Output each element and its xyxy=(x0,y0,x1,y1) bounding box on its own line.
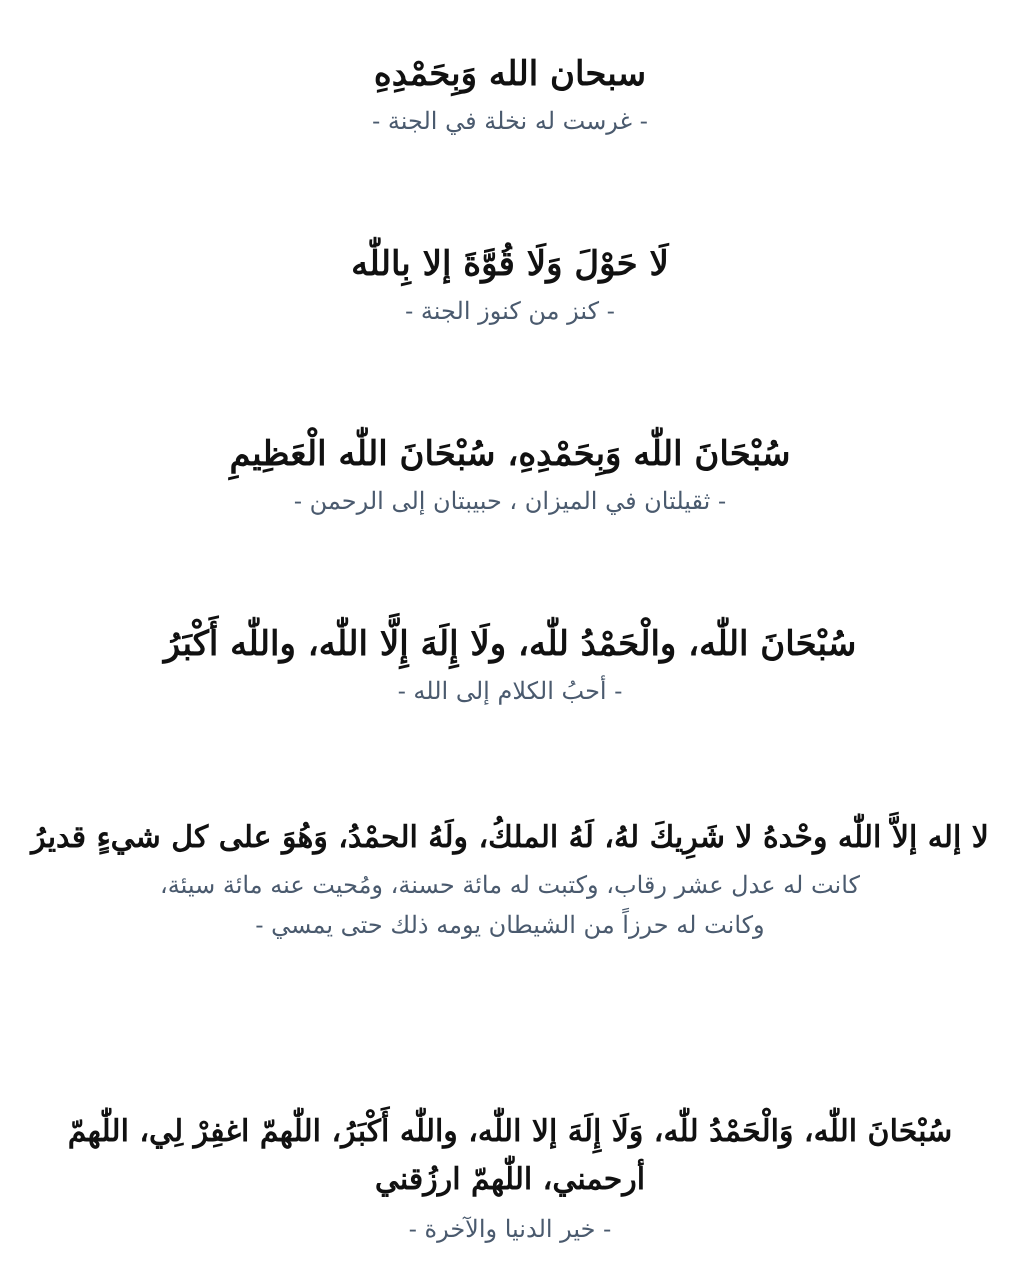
dhikr-item-5 xyxy=(0,816,1020,942)
dhikr-text: سُبْحَانَ اللّٰه، وَالْحَمْدُ للّٰه، وَلَا إِلَهَ إلا اللّٰه، واللّٰه أَكْبَرُ، اللّٰهمّ اغفِرْ لِي، اللّٰهمّ أرحمني، اللّٰهمّ ارزُقني xyxy=(67,1114,953,1197)
dhikr-text: سُبْحَانَ اللّٰه وَبِحَمْدِهِ، سُبْحَانَ اللّٰه الْعَظِيمِ xyxy=(229,434,791,474)
virtue-text: - غرست له نخلة في الجنة - xyxy=(372,107,648,135)
dhikr-text: سبحان الله وَبِحَمْدِهِ xyxy=(373,54,647,94)
dhikr-item-6 xyxy=(0,1108,1020,1246)
virtue-text: - ثقيلتان في الميزان ، حبيبتان إلى الرحمن - xyxy=(293,487,727,515)
dhikr-item-1 xyxy=(0,52,1020,138)
virtue-text: - كنز من كنوز الجنة - xyxy=(405,297,615,325)
dhikr-text: لَا حَوْلَ وَلَا قُوَّةَ إلا بِاللّٰه xyxy=(351,244,669,284)
dhikr-item-2 xyxy=(0,242,1020,328)
virtue-line-1: كانت له عدل عشر رقاب، وكتبت له مائة حسنة، ومُحيت عنه مائة سيئة، xyxy=(160,871,860,899)
dhikr-item-4 xyxy=(0,622,1020,708)
dhikr-item-3 xyxy=(0,432,1020,518)
virtue-text: - خير الدنيا والآخرة - xyxy=(408,1215,612,1243)
dhikr-text: سُبْحَانَ اللّٰه، والْحَمْدُ للّٰه، ولَا إِلَهَ إِلَّا اللّٰه، واللّٰه أَكْبَرُ xyxy=(163,624,857,664)
dhikr-text: لا إله إلاَّ اللّٰه وحْدهُ لا شَرِيكَ لهُ، لَهُ الملكُ، ولَهُ الحمْدُ، وَهُوَ على كل شيءٍ قديرُ xyxy=(31,820,989,855)
virtue-line-2: وكانت له حرزاً من الشيطان يومه ذلك حتى يمسي - xyxy=(255,911,765,939)
virtue-text: - أحبُ الكلام إلى الله - xyxy=(397,677,623,705)
